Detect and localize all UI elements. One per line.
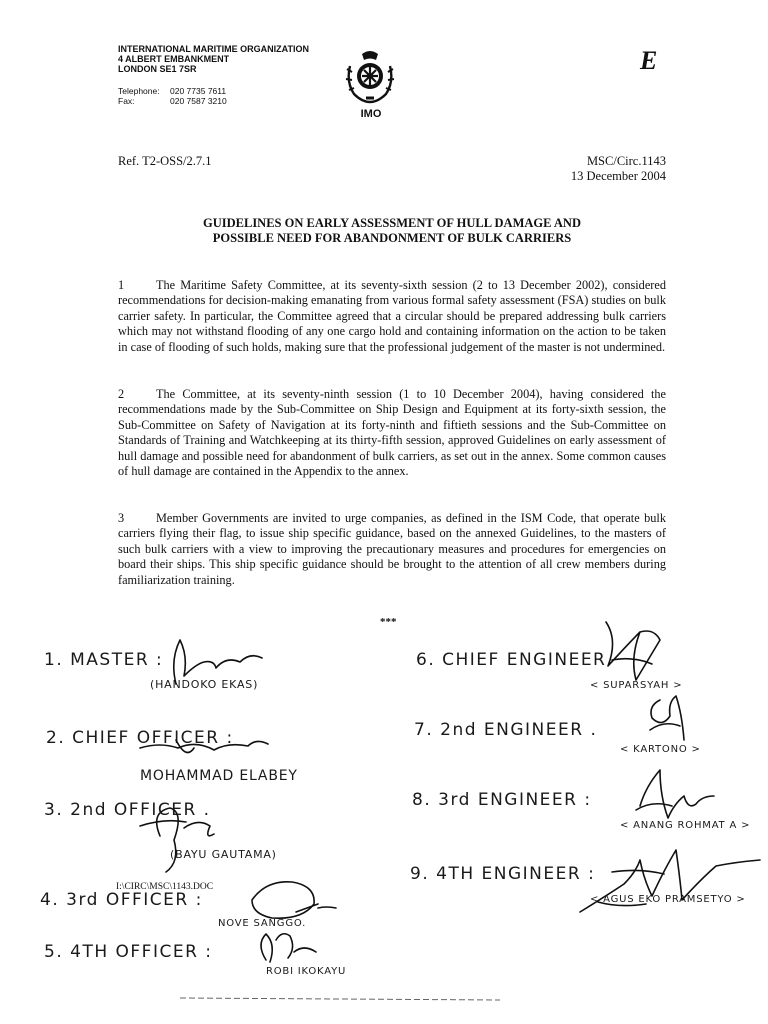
paragraph-text: Member Governments are invited to urge companies, as defined in the ISM Code, that operate bulk carriers flying their flag, to issue ship specific guidance, based on the annexed Guidelines, to the masters of such bulk carriers with a view to improving the precautionary measures and procedures for emergencies on board their ships. This ship specific guidance should be brought to the attention of all crew members during familiarization training. <box>118 511 666 587</box>
signature-name-2nd-officer: (BAYU GAUTAMA) <box>170 848 277 861</box>
org-line: LONDON SE1 7SR <box>118 64 197 74</box>
paragraph-number: 2 <box>118 387 125 401</box>
telephone-number: 020 7735 7611 <box>170 86 227 96</box>
signature-chief-engineer-mark <box>606 622 660 680</box>
signature-2nd-officer-mark <box>157 808 214 872</box>
signature-4th-engineer-mark <box>580 850 760 912</box>
paragraph-text: The Committee, at its seventy-ninth session (1 to 10 December 2004), having considered the recommendations made by the Sub-Committee on Ship Design and Equipment at its forty-sixth session, the Sub-Committee on Safety of Navigation at its forty-ninth and fiftieth sessions and the Sub-Committee on Standards of Training and Watchkeeping at its thirty-fifth session, approved Guidelines on early assessment of hull damage and possible need for abandonment of bulk carriers, as set out in the annex. Some common causes of hull damage are contained in the Appendix to the annex. <box>118 387 666 479</box>
language-code: E <box>640 46 658 75</box>
reference-number: Ref. T2-OSS/2.7.1 <box>118 154 212 168</box>
bottom-scan-line <box>180 998 500 1000</box>
signature-4th-officer-mark <box>261 934 316 962</box>
circular-number: MSC/Circ.1143 <box>586 154 666 168</box>
signature-name-2nd-engineer: < KARTONO > <box>620 744 701 755</box>
signature-role-chief-engineer: 6. CHIEF ENGINEER <box>416 650 607 670</box>
signature-name-chief-officer: MOHAMMAD ELABEY <box>140 768 298 784</box>
org-line: INTERNATIONAL MARITIME ORGANIZATION <box>118 44 309 54</box>
section-separator: *** <box>380 616 397 628</box>
signature-name-3rd-officer: NOVE SANGGO. <box>218 918 307 929</box>
signature-master-mark <box>174 640 262 684</box>
signature-role-master: 1. MASTER : <box>44 650 164 670</box>
imo-logo-text: IMO <box>360 108 382 120</box>
fax-label: Fax: <box>118 96 135 106</box>
signature-role-3rd-officer: 4. 3rd OFFICER : <box>40 890 203 910</box>
signature-name-chief-engineer: < SUPARSYAH > <box>590 680 683 691</box>
signature-name-master: (HANDOKO EKAS) <box>150 678 259 691</box>
signature-2nd-engineer-mark <box>650 696 684 740</box>
signature-name-4th-engineer: < AGUS EKO PRAMSETYO > <box>590 894 746 905</box>
signature-3rd-officer-mark <box>252 882 314 918</box>
fax-number: 020 7587 3210 <box>170 96 227 106</box>
signature-role-2nd-engineer: 7. 2nd ENGINEER . <box>414 720 598 740</box>
telephone-label: Telephone: <box>118 86 160 96</box>
signature-name-3rd-engineer: < ANANG ROHMAT A > <box>620 820 751 831</box>
file-path: I:\CIRC\MSC\1143.DOC <box>116 882 214 892</box>
signature-name-4th-officer: ROBI IKOKAYU <box>266 966 347 977</box>
paragraph-number: 3 <box>118 511 125 525</box>
title-line: GUIDELINES ON EARLY ASSESSMENT OF HULL DAMAGE AND <box>203 216 581 230</box>
signature-3rd-engineer-mark <box>640 770 714 818</box>
signature-chief-officer-mark <box>140 741 268 750</box>
signature-role-4th-engineer: 9. 4TH ENGINEER : <box>410 864 596 884</box>
signature-role-chief-officer: 2. CHIEF OFFICER : <box>46 728 234 748</box>
signature-role-4th-officer: 5. 4TH OFFICER : <box>44 942 213 962</box>
signature-role-2nd-officer: 3. 2nd OFFICER . <box>44 800 211 820</box>
circular-date: 13 December 2004 <box>570 169 666 183</box>
title-line: POSSIBLE NEED FOR ABANDONMENT OF BULK CARRIERS <box>212 231 572 245</box>
org-line: 4 ALBERT EMBANKMENT <box>118 54 230 64</box>
paragraph-number: 1 <box>118 278 125 292</box>
signature-role-3rd-engineer: 8. 3rd ENGINEER : <box>412 790 592 810</box>
paragraph-text: The Maritime Safety Committee, at its seventy-sixth session (2 to 13 December 2002), considered recommendations for decision-making emanating from various formal safety assessment (FSA) studies on bulk carrier safety. In particular, the Committee agreed that a circular should be prepared addressing bulk carriers which may not withstand flooding of any one cargo hold and containing information on the action to be taken in case of flooding of such holds, making sure that the professional judgement of the master is not undermined. <box>118 278 666 354</box>
